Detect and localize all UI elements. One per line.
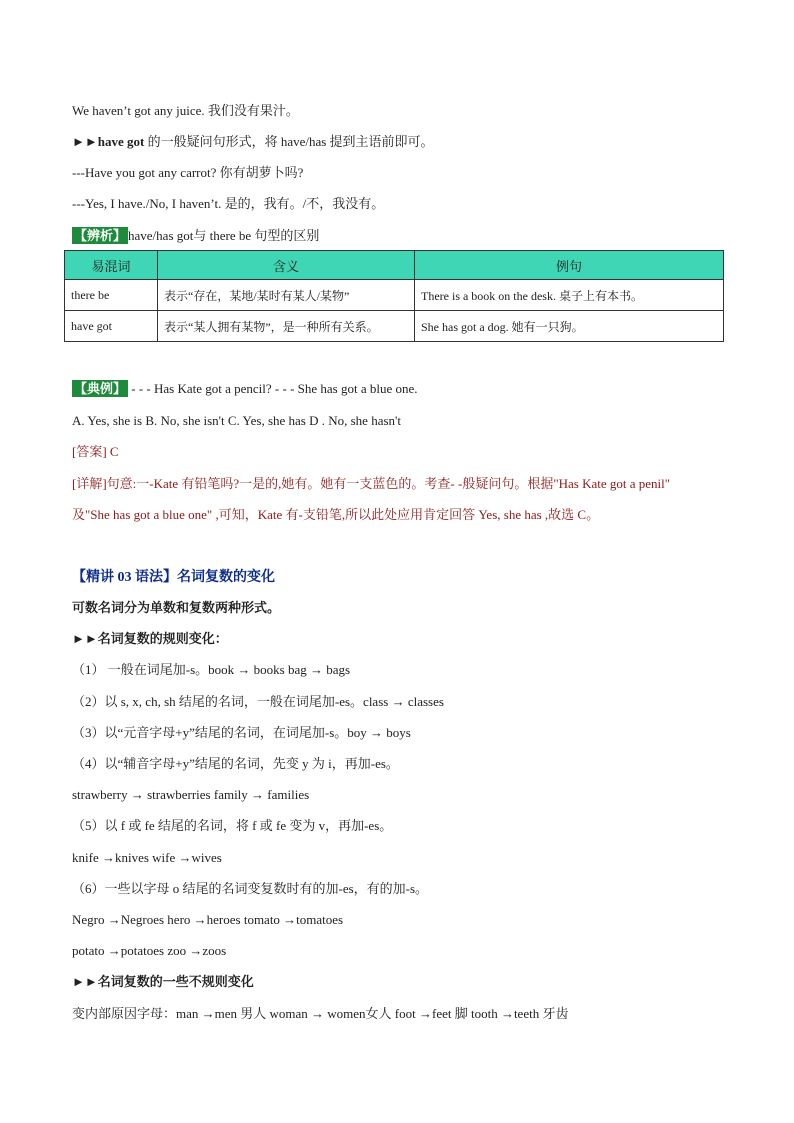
analysis-text: have/has got与 there be 句型的区别	[128, 228, 320, 243]
example-question	[72, 380, 418, 398]
dialogue-question: ---Have you got any carrot? 你有胡萝卜吗?	[72, 165, 304, 180]
irregular-rule-1: 变内部原因字母：man →men 男人 woman → women女人 foot →feet 脚 tooth →teeth 牙齿	[72, 1006, 569, 1021]
table-header-row	[65, 251, 724, 280]
example-detail-2: 及"She has got a blue one" ,可知，Kate 有-支铅笔,所以此处应用肯定回答 Yes, she has ,故选 C。	[72, 507, 600, 522]
table-cell: She has got a dog. 她有一只狗。	[415, 311, 724, 342]
rule-6: （6）一些以字母 o 结尾的名词变复数时有的加-es，有的加-s。	[72, 881, 429, 896]
rule-1: （1） 一般在词尾加-s。book → books bag → bags	[72, 662, 351, 677]
analysis-heading	[72, 227, 319, 245]
regular-rules-title: ►►名词复数的规则变化：	[72, 631, 228, 646]
sentence-no-juice: We haven’t got any juice. 我们没有果汁。	[72, 103, 299, 118]
example-question-text: - - - Has Kate got a pencil? - - - She has got a blue one.	[128, 381, 418, 396]
example-tag: 【典例】	[74, 381, 127, 396]
table-cell: 表示“存在，某地/某时有某人/某物”	[158, 280, 415, 311]
example-options: A. Yes, she is B. No, she isn't C. Yes, she has D . No, she hasn't	[72, 413, 401, 428]
table-cell: there be	[65, 280, 158, 311]
irregular-rules-title: ►►名词复数的一些不规则变化	[72, 974, 254, 989]
table-row	[65, 280, 724, 311]
rule-4-examples: strawberry → strawberries family → families	[72, 787, 310, 802]
example-detail-1: [详解]句意:一-Kate 有铅笔吗?一是的,她有。她有一支蓝色的。考查- -般疑问句。根据"Has Kate got a penil"	[72, 476, 671, 491]
table-cell: have got	[65, 311, 158, 342]
rule-3: （3）以“元音字母+y”结尾的名词，在词尾加-s。boy → boys	[72, 725, 411, 740]
rule-5: （5）以 f 或 fe 结尾的名词，将 f 或 fe 变为 v，再加-es。	[72, 818, 393, 833]
rule-6-examples-1: Negro →Negroes hero →heroes tomato →tomatoes	[72, 912, 344, 927]
section-title: 【精讲 03 语法】名词复数的变化	[72, 570, 275, 585]
analysis-tag: 【辨析】	[74, 228, 127, 243]
table-cell: There is a book on the desk. 桌子上有本书。	[415, 280, 724, 311]
rule-2: （2）以 s, x, ch, sh 结尾的名词，一般在词尾加-es。class → classes	[72, 694, 444, 709]
table-header: 易混词	[65, 251, 158, 280]
table-cell: 表示“某人拥有某物”，是一种所有关系。	[158, 311, 415, 342]
rule-text: 的一般疑问句形式，将 have/has 提到主语前即可。	[144, 134, 434, 149]
arrow-marker: ►►	[72, 134, 98, 149]
table-header: 含义	[158, 251, 415, 280]
section-intro: 可数名词分为单数和复数两种形式。	[72, 600, 281, 615]
rule-6-examples-2: potato →potatoes zoo →zoos	[72, 943, 227, 958]
table-row	[65, 311, 724, 342]
table-header: 例句	[415, 251, 724, 280]
example-answer: [答案] C	[72, 444, 119, 459]
rule-4: （4）以“辅音字母+y”结尾的名词，先变 y 为 i，再加-es。	[72, 756, 399, 771]
rule-5-examples: knife →knives wife →wives	[72, 850, 222, 865]
question-form-rule	[72, 133, 434, 151]
dialogue-answer: ---Yes, I have./No, I haven’t. 是的，我有。/不，我没有。	[72, 196, 385, 211]
comparison-table	[64, 250, 724, 342]
keyword-have-got: have got	[97, 134, 145, 149]
